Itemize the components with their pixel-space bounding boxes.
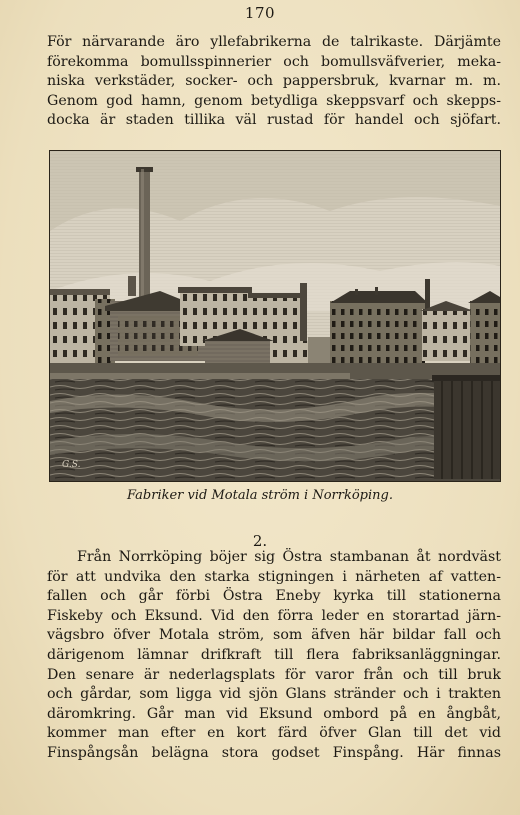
page-number: 170 [244,4,276,22]
engraver-signature: G.S. [62,460,81,470]
paragraph-top [47,33,501,131]
text-line: Från Norrköping böjer sig Östra stambanan åt nordväst [77,549,501,565]
text-line: För närvarande äro yllefabrikerna de talrikaste. Därjämte [47,34,501,50]
engraving-illustration [50,151,500,481]
text-line: därigenom lämnar drifkraft till flera fabriksanläggningar. [47,646,501,663]
text-line: för att undvika den starka stigningen i närheten af vatten- [47,568,501,585]
text-line: vägsbro öfver Motala ström, som äfven här bildar fall och [47,627,501,644]
text-line: Finspångsån belägna stora godset Finspång. Här finnas [47,744,501,761]
text-line: Fiskeby och Eksund. Vid den förra leder en storartad järn- [47,607,501,624]
text-line: docka är staden tillika väl rustad för handel och sjöfart. [47,112,501,129]
figure-caption: Fabriker vid Motala ström i Norrköping. [127,488,393,503]
engraving-factories-by-river [49,150,501,482]
section-number: 2. [252,532,268,550]
text-line: förekomma bomullsspinnerier och bomullsväfverier, meka- [47,53,501,70]
text-line: fallen och går förbi Östra Eneby kyrka till stationerna [47,588,501,605]
text-line: däromkring. Går man vid Eksund ombord på en ångbåt, [47,705,501,722]
text-line: niska verkstäder, socker- och pappersbruk, kvarnar m. m. [47,73,501,90]
text-line: Den senare är nederlagsplats för varor från och till bruk [47,666,501,683]
text-line: kommer man efter en kort färd öfver Glan till det vid [47,725,501,742]
paragraph-bottom [47,548,501,764]
text-line: och gårdar, som ligga vid sjön Glans stränder och i trakten [47,686,501,703]
text-line: Genom god hamn, genom betydliga skeppsvarf och skepps- [47,92,501,109]
